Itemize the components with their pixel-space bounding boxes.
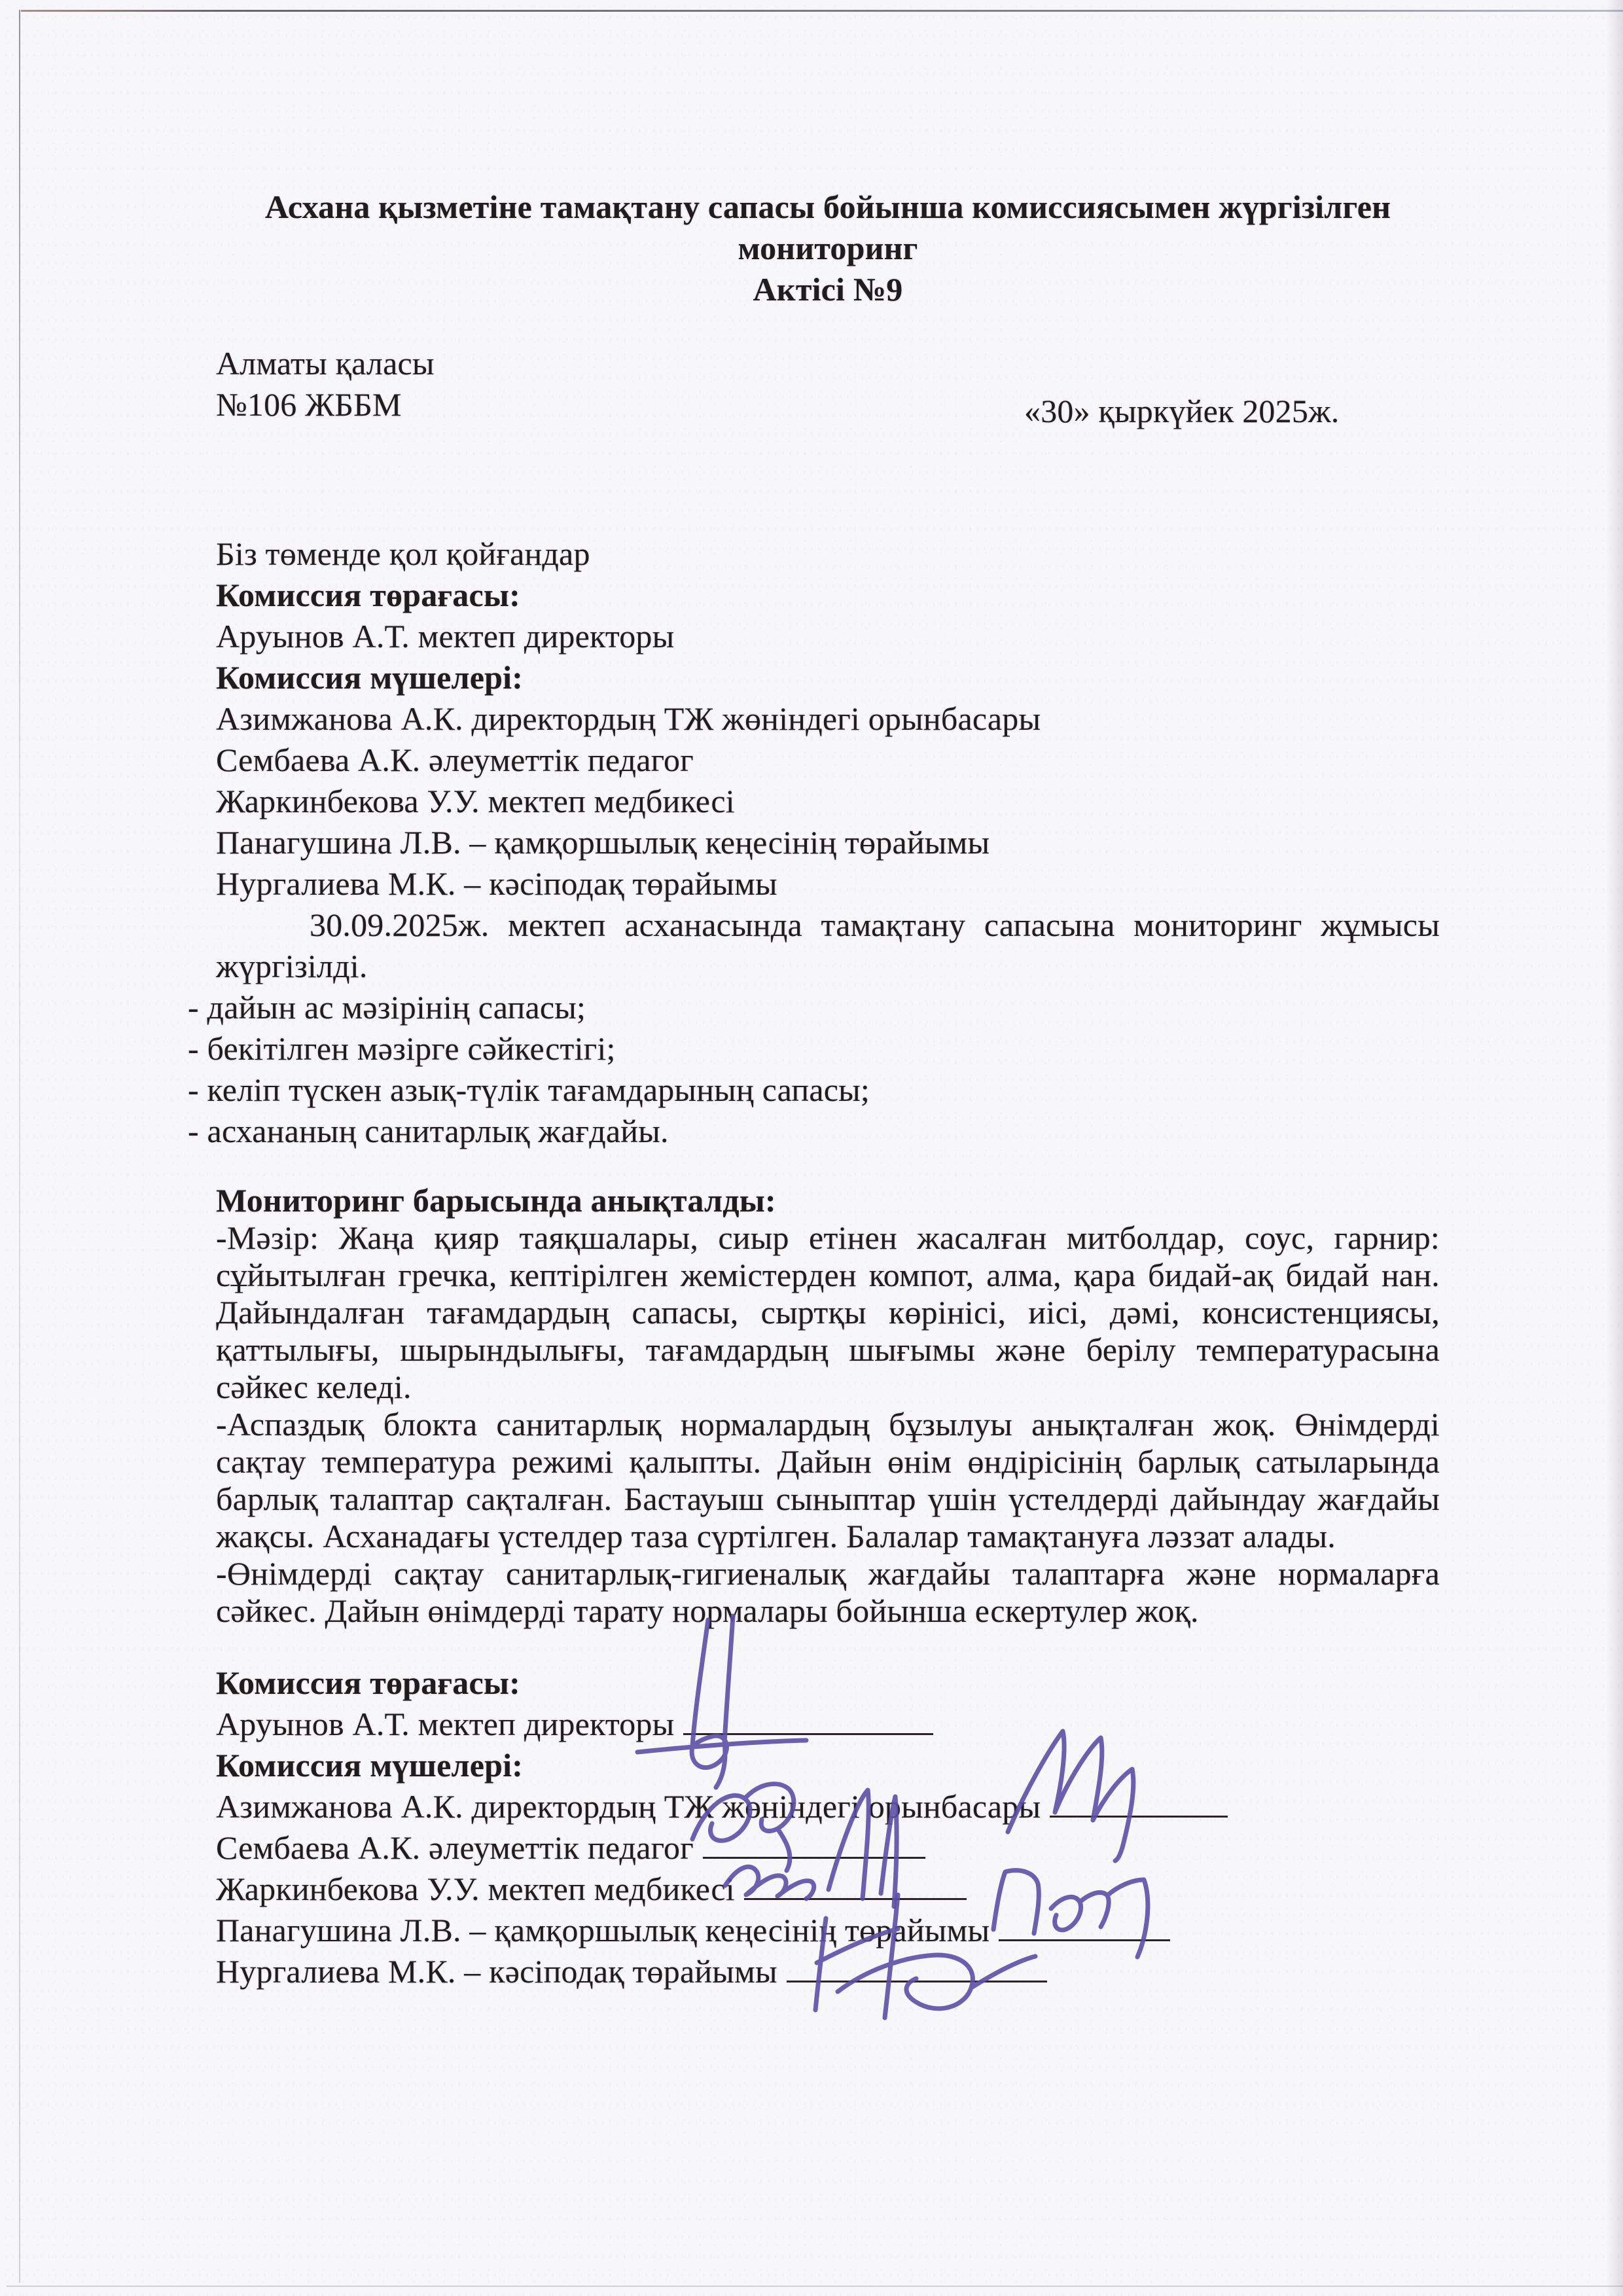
checklist-item: - бекітілген мәзірге сәйкестігі;	[188, 1030, 616, 1067]
signature-label: Аруынов А.Т. мектеп директоры	[216, 1706, 675, 1742]
city-line: Алматы қаласы	[216, 345, 435, 382]
scan-edge-right	[1606, 0, 1623, 2296]
signature-block	[216, 1662, 1440, 1992]
document-title	[216, 187, 1440, 310]
scan-edge-bottom	[7, 2286, 1623, 2287]
date-line: «30» қыркүйек 2025ж.	[1024, 393, 1340, 429]
signature-line-nurgalieva	[216, 1951, 1440, 1992]
signature-label: Азимжанова А.К. директордың ТЖ жөніндегі орынбасары	[216, 1788, 1041, 1825]
document-content	[188, 0, 1440, 1992]
signature-label: Панагушина Л.В. – қамқоршылық кеңесінің төрайымы	[216, 1912, 990, 1948]
signature-label: Сембаева А.К. әлеуметтік педагог	[216, 1829, 694, 1866]
member-line: Нургалиева М.К. – кәсіподақ төрайымы	[216, 865, 777, 902]
school-line: №106 ЖББМ	[216, 386, 402, 423]
signing-members-heading: Комиссия мүшелері:	[216, 1747, 524, 1784]
member-line: Панагушина Л.В. – қамқоршылық кеңесінің төрайымы	[216, 824, 990, 861]
finding-paragraph-menu: -Мәзір: Жаңа қияр таяқшалары, сиыр етінен жасалған митболдар, соус, гарнир: сұйытылған гречка, кептірілген жемістерден компот, алма, қара бидай-ақ бидай нан. Дайындалған тағамдардың сапасы, сыртқы көрінісі, иісі, дәмі, консистенциясы, қаттылығы, шырындылығы, тағамдардың шығымы және берілу температурасына сәйкес келеді.	[216, 1219, 1440, 1405]
checklist	[188, 987, 1440, 1152]
signature-line-aruynov	[216, 1704, 1440, 1745]
chairman-name: Аруынов А.Т. мектеп директоры	[216, 618, 675, 655]
findings-heading: Мониторинг барысында анықталды:	[216, 1182, 776, 1219]
checklist-item: - дайын ас мәзірінің сапасы;	[188, 989, 586, 1026]
title-line-1: Асхана қызметіне тамақтану сапасы бойынша комиссиясымен жүргізілген	[264, 188, 1391, 225]
commission-block	[188, 533, 1440, 1152]
signature-label: Жаркинбекова У.У. мектеп медбикесі	[216, 1871, 735, 1907]
signing-chairman-heading: Комиссия төрағасы:	[216, 1664, 520, 1701]
member-line: Сембаева А.К. әлеуметтік педагог	[216, 742, 694, 778]
member-line: Азимжанова А.К. директордың ТЖ жөніндегі орынбасары	[216, 700, 1041, 737]
finding-paragraph-storage: -Өнімдерді сақтау санитарлық-гигиеналық жағдайы талаптарға және нормаларға сәйкес. Дайын өнімдерді тарату нормалары бойынша ескертулер жоқ.	[216, 1555, 1440, 1629]
finding-paragraph-kitchen: -Аспаздық блокта санитарлық нормалардың бұзылуы анықталған жоқ. Өнімдерді сақтау температура режимі қалыпты. Дайын өнім өндірісінің барлық сатыларында барлық талаптар сақталған. Бастауыш сыныптар үшін үстелдерді дайындау жағдайы жақсы. Асханадағы үстелдер таза сүртілген. Балалар тамақтануға ләззат алады.	[216, 1406, 1440, 1554]
checklist-item: - келіп түскен азық-түлік тағамдарының сапасы;	[188, 1071, 870, 1108]
signature-label: Нургалиева М.К. – кәсіподақ төрайымы	[216, 1953, 777, 1990]
scan-edge-left	[19, 10, 20, 2283]
members-heading: Комиссия мүшелері:	[216, 659, 524, 696]
checklist-item: - асхананың санитарлық жағдайы.	[188, 1113, 669, 1149]
title-line-3: Актісі №9	[753, 271, 903, 308]
member-line: Жаркинбекова У.У. мектеп медбикесі	[216, 783, 735, 819]
signature-ink-nurgalieva	[792, 1879, 1054, 2049]
intro-line: Біз төменде қол қойғандар	[216, 535, 590, 572]
findings-block	[216, 1182, 1440, 1630]
monitoring-paragraph: 30.09.2025ж. мектеп асханасында тамақтану сапасына мониторинг жұмысы жүргізілді.	[216, 906, 1440, 984]
chairman-heading: Комиссия төрағасы:	[216, 577, 520, 613]
header-meta	[216, 343, 1440, 429]
title-line-2: мониторинг	[738, 230, 918, 266]
